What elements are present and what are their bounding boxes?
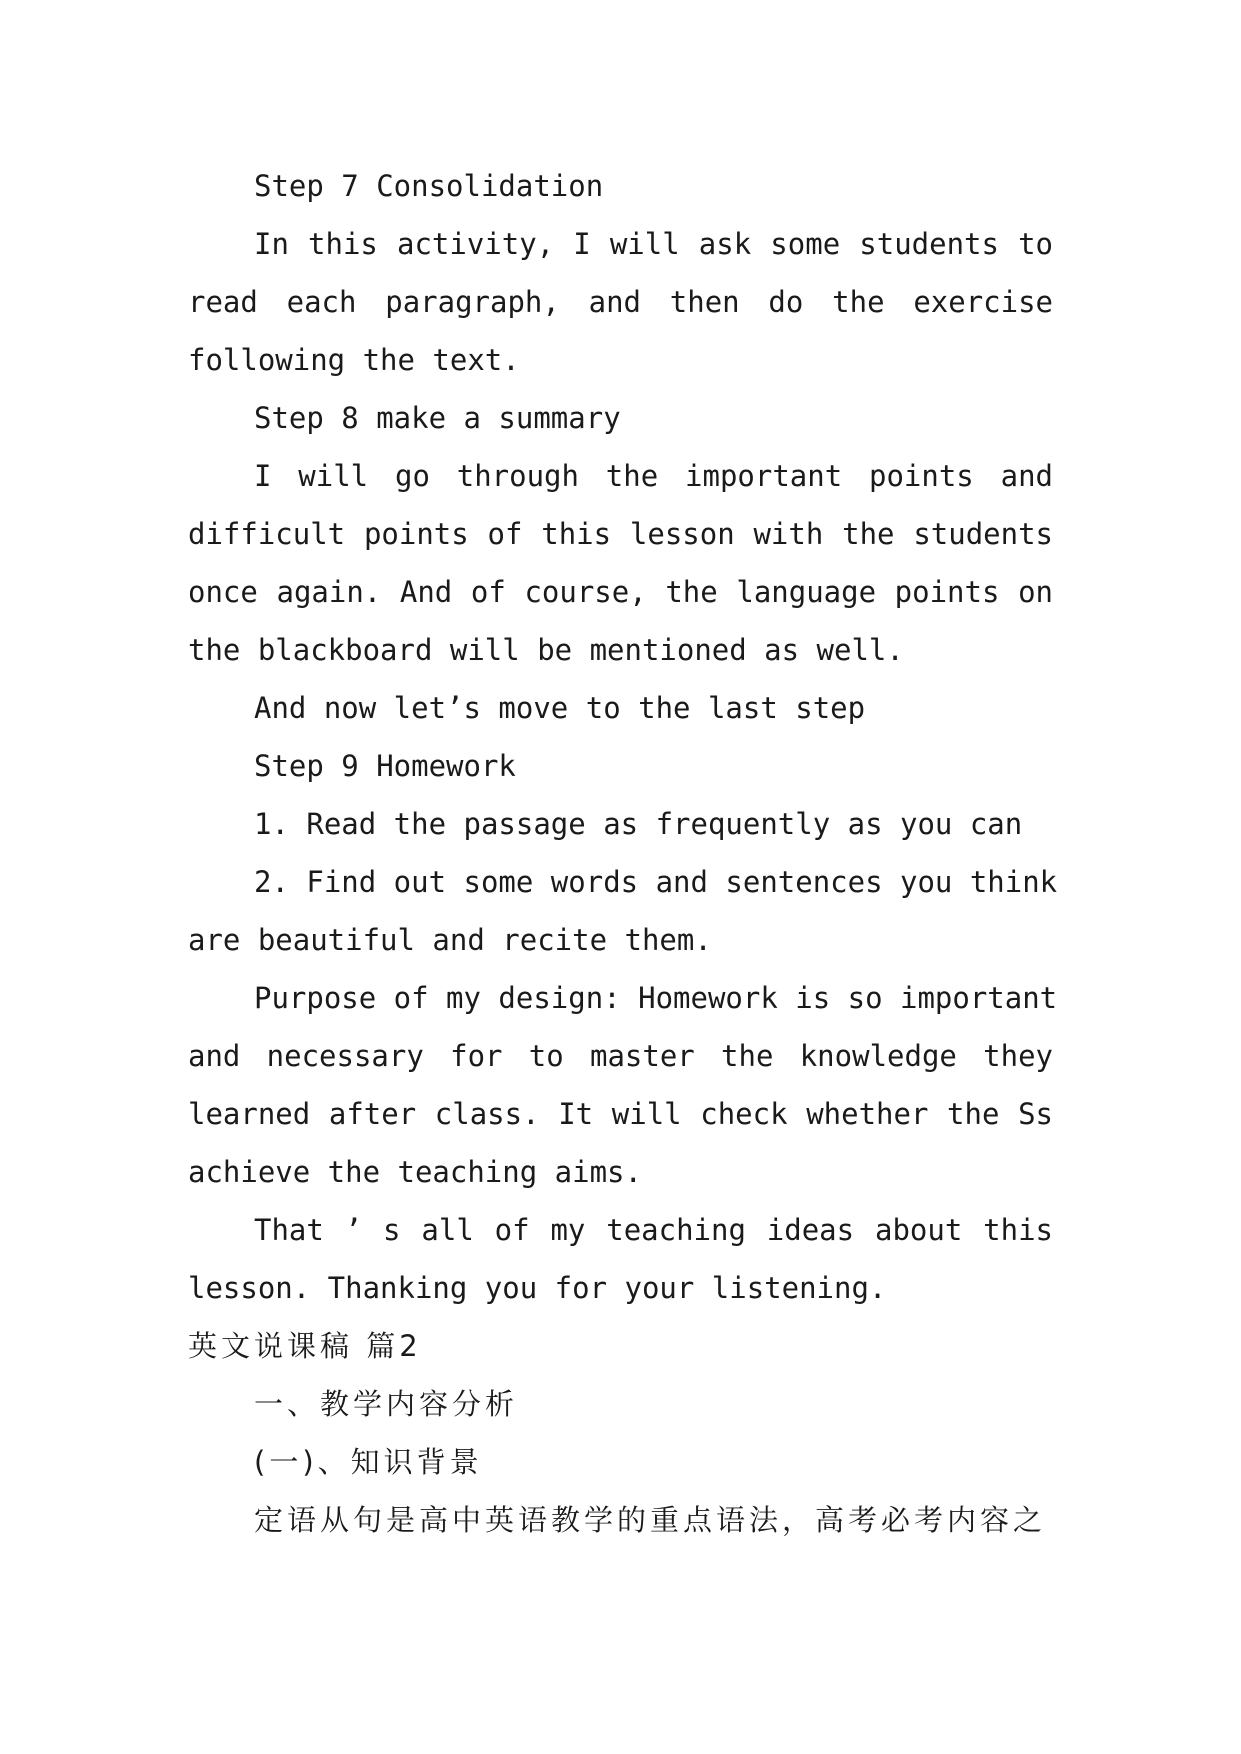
paragraph-line: In this activity, I will ask some students to	[254, 227, 1053, 261]
paragraph-line: difficult points of this lesson with the students	[188, 517, 1053, 551]
list-item: 1. Read the passage as frequently as you can	[254, 807, 1023, 841]
paragraph-line: read each paragraph, and then do the exercise	[188, 285, 1053, 319]
paragraph-line: once again. And of course, the language points on	[188, 575, 1053, 609]
paragraph-line: And now let’s move to the last step	[254, 691, 866, 725]
paragraph-line: learned after class. It will check whether the Ss	[188, 1097, 1053, 1131]
section-heading: 一、教学内容分析	[254, 1387, 519, 1421]
paragraph-line: are beautiful and recite them.	[188, 923, 712, 957]
list-item: 2. Find out some words and sentences you think	[254, 865, 1058, 899]
paragraph-line: and necessary for to master the knowledge they	[188, 1039, 1053, 1073]
paragraph-line: lesson. Thanking you for your listening.	[188, 1271, 887, 1305]
paragraph-line: That ’ s all of my teaching ideas about this	[254, 1213, 1053, 1247]
section-title: 英文说课稿 篇2	[188, 1329, 422, 1363]
paragraph-line: following the text.	[188, 343, 520, 377]
step-8-heading: Step 8 make a summary	[254, 401, 621, 435]
paragraph-line: the blackboard will be mentioned as well.	[188, 633, 904, 667]
paragraph-line: 定语从句是高中英语教学的重点语法，高考必考内容之	[254, 1503, 1047, 1537]
paragraph-line: I will go through the important points and	[254, 459, 1053, 493]
subsection-heading: (一)、知识背景	[254, 1445, 483, 1479]
paragraph-line: achieve the teaching aims.	[188, 1155, 642, 1189]
paragraph-line: Purpose of my design: Homework is so important	[254, 981, 1058, 1015]
step-9-heading: Step 9 Homework	[254, 749, 516, 783]
step-7-heading: Step 7 Consolidation	[254, 169, 604, 203]
